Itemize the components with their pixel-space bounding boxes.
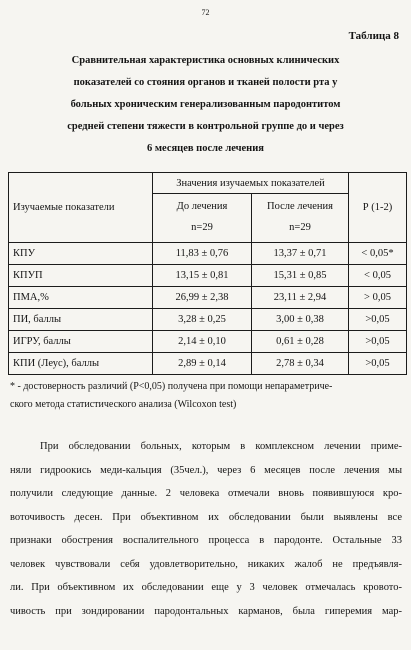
table-caption (10, 50, 401, 160)
row-before-value: 2,89 ± 0,14 (153, 353, 252, 375)
row-p-value: > 0,05 (349, 287, 407, 309)
row-after-value: 23,11 ± 2,94 (252, 287, 349, 309)
body-line: воточивость десен. При объективном их обследовании были выявлены все (10, 511, 402, 523)
header-after (252, 194, 349, 243)
header-before (153, 194, 252, 243)
row-p-value: >0,05 (349, 331, 407, 353)
row-indicator: КПУ (9, 243, 153, 265)
table-row (9, 287, 407, 309)
comparison-table (8, 172, 407, 375)
table-row (9, 353, 407, 375)
row-indicator: КПУП (9, 265, 153, 287)
row-indicator: ПМА,% (9, 287, 153, 309)
body-line: чивость при зондировании пародонтальных карманов, была гиперемия мар- (10, 605, 402, 617)
row-p-value: >0,05 (349, 309, 407, 331)
page-number: 72 (201, 8, 210, 17)
table-row (9, 265, 407, 287)
header-after-n: n=29 (289, 222, 311, 233)
row-p-value: < 0,05* (349, 243, 407, 265)
table-label: Таблица 8 (348, 30, 399, 42)
header-indicator: Изучаемые показатели (9, 173, 153, 243)
body-line: человек чувствовали себя удовлетворительно, никаких жалоб не предъявля- (10, 558, 402, 570)
table-body (9, 243, 407, 375)
row-indicator: ПИ, баллы (9, 309, 153, 331)
row-before-value: 26,99 ± 2,38 (153, 287, 252, 309)
header-values: Значения изучаемых показателей (153, 173, 349, 194)
body-line: няли гидроокись меди-кальция (35чел.), через 6 месяцев после лечения мы (10, 464, 402, 476)
table-row (9, 243, 407, 265)
row-before-value: 13,15 ± 0,81 (153, 265, 252, 287)
caption-line: средней степени тяжести в контрольной группе до и через (67, 121, 344, 132)
caption-line: больных хроническим генерализованным пародонтитом (70, 99, 341, 110)
caption-line: Сравнительная характеристика основных клинических (71, 55, 340, 66)
body-line: получили следующие данные. 2 человека отмечали вновь появившуюся кро- (10, 488, 402, 499)
footnote-line: * - достоверность различий (P<0,05) получена при помощи непараметриче- (10, 381, 333, 392)
header-after-label: После лечения (267, 201, 333, 212)
row-after-value: 15,31 ± 0,85 (252, 265, 349, 287)
footnote (10, 378, 402, 414)
header-before-label: До лечения (176, 201, 228, 212)
row-indicator: ИГРУ, баллы (9, 331, 153, 353)
row-after-value: 0,61 ± 0,28 (252, 331, 349, 353)
header-before-n: n=29 (191, 222, 213, 233)
caption-line: показателей со стояния органов и тканей полости рта у (73, 77, 338, 88)
body-text (10, 435, 402, 623)
row-before-value: 3,28 ± 0,25 (153, 309, 252, 331)
footnote-line: ского метода статистического анализа (Wilcoxon test) (10, 399, 237, 410)
body-line: признаки обострения воспалительного процесса в пародонте. Остальные 33 (10, 535, 402, 546)
row-before-value: 2,14 ± 0,10 (153, 331, 252, 353)
row-p-value: < 0,05 (349, 265, 407, 287)
body-line: При обследовании больных, которым в комплексном лечении приме- (40, 441, 402, 452)
row-indicator: КПИ (Леус), баллы (9, 353, 153, 375)
row-after-value: 2,78 ± 0,34 (252, 353, 349, 375)
body-line: ли. При объективном их обследовании еще у 3 человек отмечалась кровото- (10, 582, 402, 593)
table-row (9, 331, 407, 353)
row-after-value: 3,00 ± 0,38 (252, 309, 349, 331)
row-p-value: >0,05 (349, 353, 407, 375)
header-p-value: Р (1-2) (349, 173, 407, 243)
caption-line: 6 месяцев после лечения (147, 143, 264, 154)
row-after-value: 13,37 ± 0,71 (252, 243, 349, 265)
table-row (9, 309, 407, 331)
row-before-value: 11,83 ± 0,76 (153, 243, 252, 265)
